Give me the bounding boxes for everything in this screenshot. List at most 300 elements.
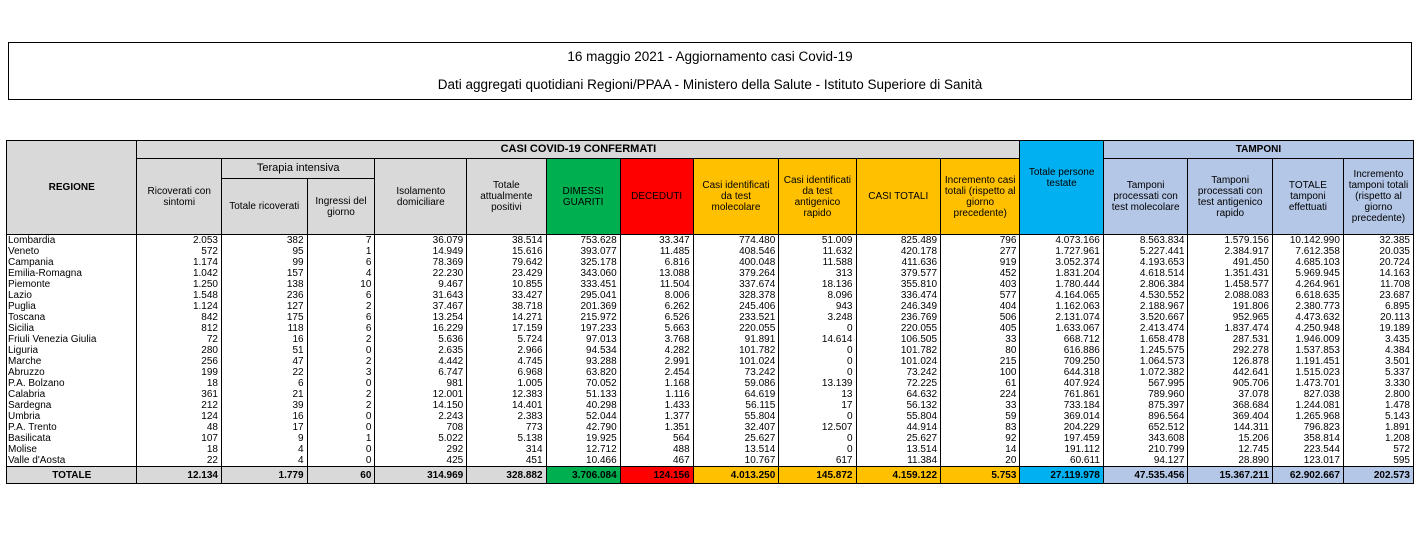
cell-deceduti: 1.351 <box>620 422 693 433</box>
cell-isolamento: 2.635 <box>375 345 467 356</box>
cell-persone-testate: 60.611 <box>1020 455 1103 467</box>
cell-regione: Valle d'Aosta <box>7 455 137 467</box>
cell-isolamento: 4.442 <box>375 356 467 367</box>
cell-incremento-tamponi: 3.330 <box>1343 378 1413 389</box>
cell-casi-totali: 55.804 <box>856 411 941 422</box>
cell-incremento-casi: 83 <box>941 422 1020 433</box>
cell-incremento-casi: 796 <box>941 235 1020 247</box>
cell-incremento-casi: 215 <box>941 356 1020 367</box>
cell-tamponi-molecolare: 5.227.441 <box>1103 246 1188 257</box>
cell-casi-molecolare: 774.480 <box>693 235 779 247</box>
cell-persone-testate: 197.459 <box>1020 433 1103 444</box>
cell-tamponi-molecolare: 567.995 <box>1103 378 1188 389</box>
cell-casi-totali: 73.242 <box>856 367 941 378</box>
cell-tamponi-molecolare: 896.564 <box>1103 411 1188 422</box>
cell-ricoverati: 842 <box>137 312 222 323</box>
cell-regione: Marche <box>7 356 137 367</box>
cell-dimessi: 12.712 <box>546 444 620 455</box>
cell-casi-antigenico: 11.632 <box>779 246 856 257</box>
cell-casi-antigenico: 13.139 <box>779 378 856 389</box>
cell-tamponi-antigenico: 191.806 <box>1188 301 1273 312</box>
cell-ingressi: 0 <box>307 455 375 467</box>
cell-totale-positivi: 6.968 <box>467 367 546 378</box>
cell-regione: P.A. Bolzano <box>7 378 137 389</box>
cell-ricoverati: 256 <box>137 356 222 367</box>
cell-tamponi-antigenico: 28.890 <box>1188 455 1273 467</box>
total-persone-testate: 27.119.978 <box>1020 467 1103 484</box>
cell-deceduti: 467 <box>620 455 693 467</box>
cell-casi-molecolare: 25.627 <box>693 433 779 444</box>
cell-casi-antigenico: 0 <box>779 367 856 378</box>
cell-casi-molecolare: 59.086 <box>693 378 779 389</box>
table-row <box>7 345 1414 356</box>
cell-incremento-casi: 80 <box>941 345 1020 356</box>
cell-persone-testate: 4.073.166 <box>1020 235 1103 247</box>
cell-ingressi: 3 <box>307 367 375 378</box>
cell-tamponi-antigenico: 126.878 <box>1188 356 1273 367</box>
cell-incremento-casi: 506 <box>941 312 1020 323</box>
cell-tamponi-molecolare: 875.397 <box>1103 400 1188 411</box>
header-persone-testate: Totale persone testate <box>1020 141 1103 235</box>
cell-ingressi: 2 <box>307 334 375 345</box>
cell-isolamento: 9.467 <box>375 279 467 290</box>
cell-regione: Puglia <box>7 301 137 312</box>
cell-regione: Calabria <box>7 389 137 400</box>
cell-incremento-casi: 403 <box>941 279 1020 290</box>
cell-incremento-casi: 277 <box>941 246 1020 257</box>
cell-casi-molecolare: 220.055 <box>693 323 779 334</box>
total-casi-totali: 4.159.122 <box>856 467 941 484</box>
cell-incremento-casi: 100 <box>941 367 1020 378</box>
cell-tamponi-molecolare: 2.188.967 <box>1103 301 1188 312</box>
table-row <box>7 433 1414 444</box>
cell-isolamento: 14.949 <box>375 246 467 257</box>
cell-incremento-casi: 92 <box>941 433 1020 444</box>
cell-deceduti: 488 <box>620 444 693 455</box>
cell-dimessi: 325.178 <box>546 257 620 268</box>
cell-casi-totali: 379.577 <box>856 268 941 279</box>
cell-casi-antigenico: 51.009 <box>779 235 856 247</box>
cell-persone-testate: 2.131.074 <box>1020 312 1103 323</box>
cell-ricoverati: 1.042 <box>137 268 222 279</box>
cell-ingressi: 2 <box>307 301 375 312</box>
cell-casi-molecolare: 56.115 <box>693 400 779 411</box>
cell-totale-tamponi: 2.380.773 <box>1272 301 1343 312</box>
cell-ricoverati: 48 <box>137 422 222 433</box>
cell-casi-totali: 72.225 <box>856 378 941 389</box>
cell-casi-antigenico: 943 <box>779 301 856 312</box>
table-row <box>7 444 1414 455</box>
cell-persone-testate: 1.162.063 <box>1020 301 1103 312</box>
cell-deceduti: 6.816 <box>620 257 693 268</box>
cell-deceduti: 6.262 <box>620 301 693 312</box>
cell-tamponi-antigenico: 442.641 <box>1188 367 1273 378</box>
cell-isolamento: 22.230 <box>375 268 467 279</box>
header-ingressi-giorno: Ingressi del giorno <box>307 179 375 235</box>
cell-incremento-casi: 919 <box>941 257 1020 268</box>
cell-totale-positivi: 5.724 <box>467 334 546 345</box>
cell-incremento-tamponi: 2.800 <box>1343 389 1413 400</box>
cell-isolamento: 5.636 <box>375 334 467 345</box>
cell-tamponi-molecolare: 1.064.573 <box>1103 356 1188 367</box>
cell-ingressi: 1 <box>307 246 375 257</box>
cell-tamponi-molecolare: 3.520.667 <box>1103 312 1188 323</box>
total-incremento-casi: 5.753 <box>941 467 1020 484</box>
cell-deceduti: 6.526 <box>620 312 693 323</box>
total-casi-antigenico: 145.872 <box>779 467 856 484</box>
header-totale-ricoverati: Totale ricoverati <box>221 179 307 235</box>
cell-ingressi: 2 <box>307 400 375 411</box>
cell-persone-testate: 1.727.961 <box>1020 246 1103 257</box>
cell-ricoverati: 22 <box>137 455 222 467</box>
cell-totale-positivi: 5.138 <box>467 433 546 444</box>
cell-deceduti: 2.991 <box>620 356 693 367</box>
cell-casi-antigenico: 18.136 <box>779 279 856 290</box>
cell-tamponi-antigenico: 2.088.083 <box>1188 290 1273 301</box>
cell-dimessi: 197.233 <box>546 323 620 334</box>
cell-ingressi: 6 <box>307 290 375 301</box>
report-title-box <box>8 42 1412 100</box>
cell-totale-ricoverati: 95 <box>221 246 307 257</box>
cell-totale-positivi: 451 <box>467 455 546 467</box>
cell-casi-antigenico: 0 <box>779 444 856 455</box>
cell-incremento-casi: 577 <box>941 290 1020 301</box>
cell-totale-tamponi: 223.544 <box>1272 444 1343 455</box>
cell-tamponi-antigenico: 368.684 <box>1188 400 1273 411</box>
cell-persone-testate: 644.318 <box>1020 367 1103 378</box>
cell-ingressi: 6 <box>307 257 375 268</box>
total-ingressi: 60 <box>307 467 375 484</box>
cell-tamponi-molecolare: 2.806.384 <box>1103 279 1188 290</box>
cell-totale-positivi: 33.427 <box>467 290 546 301</box>
cell-totale-positivi: 14.271 <box>467 312 546 323</box>
cell-deceduti: 5.663 <box>620 323 693 334</box>
cell-totale-tamponi: 123.017 <box>1272 455 1343 467</box>
cell-totale-tamponi: 4.250.948 <box>1272 323 1343 334</box>
cell-incremento-casi: 405 <box>941 323 1020 334</box>
table-row <box>7 422 1414 433</box>
cell-regione: Friuli Venezia Giulia <box>7 334 137 345</box>
cell-casi-totali: 220.055 <box>856 323 941 334</box>
cell-regione: Piemonte <box>7 279 137 290</box>
header-incremento-casi: Incremento casi totali (rispetto al giorno precedente) <box>941 159 1020 235</box>
cell-deceduti: 3.768 <box>620 334 693 345</box>
cell-ingressi: 0 <box>307 422 375 433</box>
cell-casi-molecolare: 101.024 <box>693 356 779 367</box>
cell-persone-testate: 733.184 <box>1020 400 1103 411</box>
total-isolamento: 314.969 <box>375 467 467 484</box>
cell-ricoverati: 18 <box>137 378 222 389</box>
cell-totale-positivi: 38.514 <box>467 235 546 247</box>
cell-tamponi-molecolare: 4.193.653 <box>1103 257 1188 268</box>
cell-casi-molecolare: 408.546 <box>693 246 779 257</box>
cell-dimessi: 63.820 <box>546 367 620 378</box>
cell-totale-tamponi: 827.038 <box>1272 389 1343 400</box>
cell-ingressi: 1 <box>307 433 375 444</box>
cell-casi-antigenico: 313 <box>779 268 856 279</box>
cell-incremento-casi: 14 <box>941 444 1020 455</box>
cell-totale-tamponi: 1.946.009 <box>1272 334 1343 345</box>
total-regione: TOTALE <box>7 467 137 484</box>
cell-regione: Sicilia <box>7 323 137 334</box>
table-row <box>7 235 1414 247</box>
cell-ricoverati: 1.124 <box>137 301 222 312</box>
cell-regione: Liguria <box>7 345 137 356</box>
cell-ingressi: 2 <box>307 389 375 400</box>
cell-ricoverati: 124 <box>137 411 222 422</box>
cell-tamponi-molecolare: 2.413.474 <box>1103 323 1188 334</box>
cell-tamponi-molecolare: 343.608 <box>1103 433 1188 444</box>
cell-tamponi-molecolare: 94.127 <box>1103 455 1188 467</box>
cell-ricoverati: 280 <box>137 345 222 356</box>
cell-incremento-tamponi: 20.113 <box>1343 312 1413 323</box>
cell-casi-molecolare: 337.674 <box>693 279 779 290</box>
cell-ricoverati: 212 <box>137 400 222 411</box>
header-incremento-tamponi: Incremento tamponi totali (rispetto al giorno precedente) <box>1343 159 1413 235</box>
cell-totale-tamponi: 4.473.632 <box>1272 312 1343 323</box>
cell-ricoverati: 812 <box>137 323 222 334</box>
cell-dimessi: 51.133 <box>546 389 620 400</box>
cell-totale-ricoverati: 39 <box>221 400 307 411</box>
cell-incremento-tamponi: 572 <box>1343 444 1413 455</box>
cell-casi-molecolare: 245.406 <box>693 301 779 312</box>
cell-persone-testate: 3.052.374 <box>1020 257 1103 268</box>
cell-totale-positivi: 4.745 <box>467 356 546 367</box>
cell-ricoverati: 572 <box>137 246 222 257</box>
cell-casi-antigenico: 0 <box>779 411 856 422</box>
cell-casi-molecolare: 55.804 <box>693 411 779 422</box>
header-casi-molecolare: Casi identificati da test molecolare <box>693 159 779 235</box>
cell-casi-totali: 25.627 <box>856 433 941 444</box>
covid-data-table <box>6 140 1414 484</box>
cell-ingressi: 0 <box>307 444 375 455</box>
cell-persone-testate: 1.831.204 <box>1020 268 1103 279</box>
cell-ricoverati: 1.250 <box>137 279 222 290</box>
cell-persone-testate: 369.014 <box>1020 411 1103 422</box>
cell-totale-positivi: 1.005 <box>467 378 546 389</box>
cell-casi-antigenico: 3.248 <box>779 312 856 323</box>
cell-totale-ricoverati: 236 <box>221 290 307 301</box>
cell-regione: Abruzzo <box>7 367 137 378</box>
cell-regione: Molise <box>7 444 137 455</box>
cell-ingressi: 0 <box>307 411 375 422</box>
cell-incremento-casi: 33 <box>941 400 1020 411</box>
cell-incremento-casi: 33 <box>941 334 1020 345</box>
total-totale-positivi: 328.882 <box>467 467 546 484</box>
header-regione: REGIONE <box>7 141 137 235</box>
cell-casi-totali: 236.769 <box>856 312 941 323</box>
header-terapia-intensiva: Terapia intensiva <box>221 159 374 179</box>
cell-tamponi-molecolare: 1.245.575 <box>1103 345 1188 356</box>
cell-incremento-tamponi: 5.337 <box>1343 367 1413 378</box>
cell-casi-molecolare: 32.407 <box>693 422 779 433</box>
cell-casi-molecolare: 400.048 <box>693 257 779 268</box>
cell-persone-testate: 668.712 <box>1020 334 1103 345</box>
cell-totale-ricoverati: 4 <box>221 444 307 455</box>
cell-totale-tamponi: 4.264.961 <box>1272 279 1343 290</box>
cell-casi-antigenico: 0 <box>779 356 856 367</box>
cell-totale-ricoverati: 9 <box>221 433 307 444</box>
cell-totale-ricoverati: 51 <box>221 345 307 356</box>
cell-dimessi: 52.044 <box>546 411 620 422</box>
cell-regione: Emilia-Romagna <box>7 268 137 279</box>
cell-incremento-tamponi: 1.891 <box>1343 422 1413 433</box>
table-row <box>7 389 1414 400</box>
cell-persone-testate: 1.633.067 <box>1020 323 1103 334</box>
cell-tamponi-antigenico: 144.311 <box>1188 422 1273 433</box>
cell-incremento-tamponi: 595 <box>1343 455 1413 467</box>
cell-totale-ricoverati: 47 <box>221 356 307 367</box>
cell-persone-testate: 191.112 <box>1020 444 1103 455</box>
table-row <box>7 455 1414 467</box>
cell-incremento-casi: 224 <box>941 389 1020 400</box>
table-row <box>7 378 1414 389</box>
cell-totale-tamponi: 5.969.945 <box>1272 268 1343 279</box>
cell-totale-positivi: 10.855 <box>467 279 546 290</box>
cell-tamponi-antigenico: 369.404 <box>1188 411 1273 422</box>
cell-deceduti: 1.377 <box>620 411 693 422</box>
cell-totale-positivi: 38.718 <box>467 301 546 312</box>
cell-tamponi-antigenico: 287.531 <box>1188 334 1273 345</box>
cell-tamponi-antigenico: 1.837.474 <box>1188 323 1273 334</box>
cell-totale-tamponi: 358.814 <box>1272 433 1343 444</box>
cell-ingressi: 7 <box>307 235 375 247</box>
cell-ingressi: 2 <box>307 356 375 367</box>
cell-dimessi: 393.077 <box>546 246 620 257</box>
cell-persone-testate: 761.861 <box>1020 389 1103 400</box>
cell-tamponi-molecolare: 4.618.514 <box>1103 268 1188 279</box>
cell-casi-totali: 44.914 <box>856 422 941 433</box>
cell-casi-antigenico: 617 <box>779 455 856 467</box>
cell-dimessi: 201.369 <box>546 301 620 312</box>
table-row <box>7 400 1414 411</box>
cell-isolamento: 6.747 <box>375 367 467 378</box>
cell-tamponi-molecolare: 1.658.478 <box>1103 334 1188 345</box>
cell-totale-tamponi: 1.473.701 <box>1272 378 1343 389</box>
table-row <box>7 257 1414 268</box>
cell-tamponi-antigenico: 952.965 <box>1188 312 1273 323</box>
cell-isolamento: 5.022 <box>375 433 467 444</box>
cell-deceduti: 13.088 <box>620 268 693 279</box>
cell-totale-ricoverati: 17 <box>221 422 307 433</box>
cell-incremento-tamponi: 11.708 <box>1343 279 1413 290</box>
cell-ricoverati: 1.174 <box>137 257 222 268</box>
cell-incremento-tamponi: 32.385 <box>1343 235 1413 247</box>
cell-dimessi: 70.052 <box>546 378 620 389</box>
cell-totale-positivi: 2.383 <box>467 411 546 422</box>
cell-tamponi-molecolare: 210.799 <box>1103 444 1188 455</box>
cell-persone-testate: 709.250 <box>1020 356 1103 367</box>
cell-dimessi: 97.013 <box>546 334 620 345</box>
cell-casi-molecolare: 13.514 <box>693 444 779 455</box>
cell-tamponi-antigenico: 905.706 <box>1188 378 1273 389</box>
cell-regione: Veneto <box>7 246 137 257</box>
cell-totale-positivi: 314 <box>467 444 546 455</box>
cell-tamponi-molecolare: 1.072.382 <box>1103 367 1188 378</box>
cell-tamponi-molecolare: 4.530.552 <box>1103 290 1188 301</box>
cell-ingressi: 6 <box>307 312 375 323</box>
cell-incremento-casi: 59 <box>941 411 1020 422</box>
cell-isolamento: 2.243 <box>375 411 467 422</box>
total-casi-molecolare: 4.013.250 <box>693 467 779 484</box>
cell-regione: Campania <box>7 257 137 268</box>
cell-incremento-casi: 452 <box>941 268 1020 279</box>
cell-casi-antigenico: 0 <box>779 433 856 444</box>
cell-dimessi: 40.298 <box>546 400 620 411</box>
header-isolamento: Isolamento domiciliare <box>375 159 467 235</box>
cell-isolamento: 13.254 <box>375 312 467 323</box>
cell-totale-positivi: 2.966 <box>467 345 546 356</box>
cell-casi-antigenico: 13 <box>779 389 856 400</box>
totale-row <box>7 467 1414 484</box>
cell-totale-ricoverati: 22 <box>221 367 307 378</box>
cell-tamponi-antigenico: 1.458.577 <box>1188 279 1273 290</box>
cell-incremento-tamponi: 1.208 <box>1343 433 1413 444</box>
cell-tamponi-antigenico: 292.278 <box>1188 345 1273 356</box>
cell-totale-tamponi: 4.685.103 <box>1272 257 1343 268</box>
cell-dimessi: 215.972 <box>546 312 620 323</box>
cell-incremento-tamponi: 14.163 <box>1343 268 1413 279</box>
header-casi-confermati: CASI COVID-19 CONFERMATI <box>137 141 1020 159</box>
total-ricoverati: 12.134 <box>137 467 222 484</box>
cell-ingressi: 6 <box>307 323 375 334</box>
cell-persone-testate: 407.924 <box>1020 378 1103 389</box>
cell-deceduti: 1.433 <box>620 400 693 411</box>
cell-regione: Sardegna <box>7 400 137 411</box>
cell-deceduti: 1.168 <box>620 378 693 389</box>
header-dimessi-guariti: DIMESSI GUARITI <box>546 159 620 235</box>
cell-casi-totali: 101.024 <box>856 356 941 367</box>
cell-totale-positivi: 14.401 <box>467 400 546 411</box>
cell-totale-ricoverati: 99 <box>221 257 307 268</box>
cell-tamponi-antigenico: 2.384.917 <box>1188 246 1273 257</box>
cell-isolamento: 708 <box>375 422 467 433</box>
cell-dimessi: 10.466 <box>546 455 620 467</box>
header-casi-antigenico: Casi identificati da test antigenico rapido <box>779 159 856 235</box>
cell-persone-testate: 1.780.444 <box>1020 279 1103 290</box>
table-row <box>7 312 1414 323</box>
cell-totale-tamponi: 6.618.635 <box>1272 290 1343 301</box>
cell-regione: Umbria <box>7 411 137 422</box>
cell-isolamento: 37.467 <box>375 301 467 312</box>
header-tamponi-molecolare: Tamponi processati con test molecolare <box>1103 159 1188 235</box>
cell-regione: Lazio <box>7 290 137 301</box>
cell-isolamento: 292 <box>375 444 467 455</box>
cell-totale-ricoverati: 127 <box>221 301 307 312</box>
cell-dimessi: 343.060 <box>546 268 620 279</box>
header-totale-positivi: Totale attualmente positivi <box>467 159 546 235</box>
total-dimessi: 3.706.084 <box>546 467 620 484</box>
cell-dimessi: 42.790 <box>546 422 620 433</box>
table-row <box>7 334 1414 345</box>
table-row <box>7 367 1414 378</box>
cell-ingressi: 0 <box>307 378 375 389</box>
cell-isolamento: 12.001 <box>375 389 467 400</box>
cell-persone-testate: 616.886 <box>1020 345 1103 356</box>
cell-ricoverati: 199 <box>137 367 222 378</box>
cell-totale-ricoverati: 157 <box>221 268 307 279</box>
cell-tamponi-antigenico: 37.078 <box>1188 389 1273 400</box>
cell-isolamento: 981 <box>375 378 467 389</box>
cell-totale-ricoverati: 16 <box>221 411 307 422</box>
cell-totale-ricoverati: 21 <box>221 389 307 400</box>
cell-casi-antigenico: 8.096 <box>779 290 856 301</box>
cell-isolamento: 14.150 <box>375 400 467 411</box>
table-row <box>7 290 1414 301</box>
cell-regione: Toscana <box>7 312 137 323</box>
cell-casi-totali: 106.505 <box>856 334 941 345</box>
cell-incremento-tamponi: 19.189 <box>1343 323 1413 334</box>
